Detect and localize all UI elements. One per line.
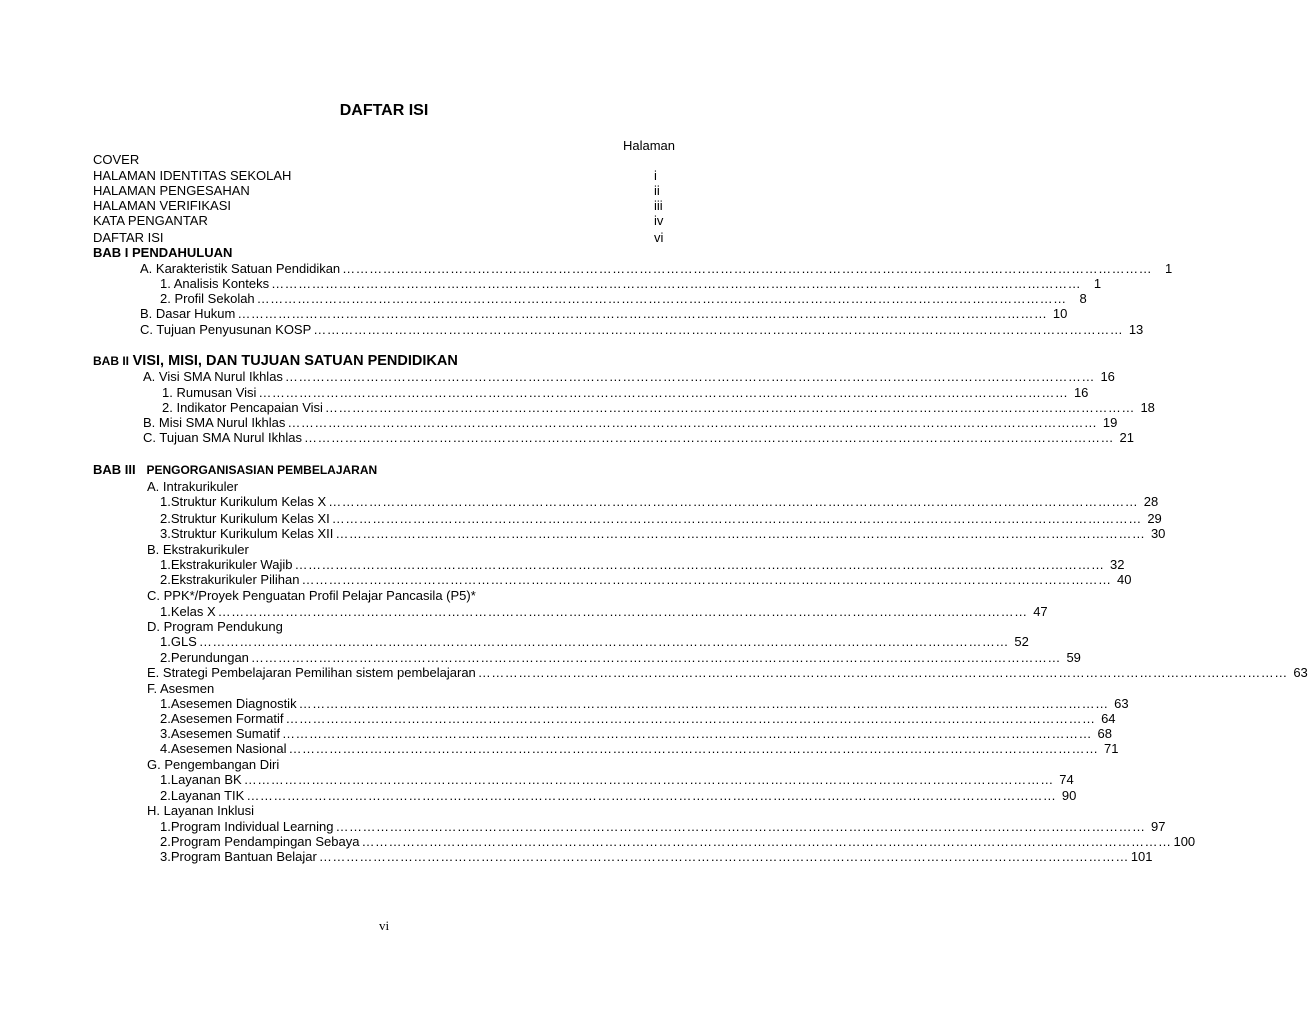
page-title: DAFTAR ISI [339, 102, 429, 119]
toc-entry[interactable]: 1.Layanan BK ……………………………………………………………………………………………………………………………………………………………… 74 [160, 772, 662, 788]
toc-entry[interactable]: 3.Program Bantuan Belajar ……………………………………………………………………………………………………………………………………………………………… 101 [160, 849, 675, 865]
leader-dots [287, 415, 1097, 431]
leader-dots [286, 711, 1096, 727]
toc-entry[interactable]: 3.Asesemen Sumatif ……………………………………………………………………………………………………………………………………………………………… 68 [160, 726, 667, 742]
leader-dots [313, 322, 1123, 338]
toc-section[interactable]: D. Program Pendukung [147, 619, 283, 634]
toc-entry[interactable]: A. Karakteristik Satuan Pendidikan ……………………………………………………………………………………………………………………………………………………………… 1 [140, 261, 662, 277]
toc-section[interactable]: H. Layanan Inklusi [147, 803, 254, 818]
leader-dots [335, 526, 1145, 542]
toc-entry[interactable]: 2. Profil Sekolah ……………………………………………………………………………………………………………………………………………………………… 8 [160, 291, 662, 307]
toc-entry[interactable]: 1.Asesemen Diagnostik ……………………………………………………………………………………………………………………………………………………………… 63 [160, 696, 667, 712]
leader-dots [342, 261, 1152, 277]
leader-dots [325, 400, 1135, 416]
toc-section[interactable]: C. PPK*/Proyek Penguatan Profil Pelajar Pancasila (P5)* [147, 588, 476, 603]
toc-entry[interactable]: 1.Ekstrakurikuler Wajib ……………………………………………………………………………………………………………………………………………………………… 32 [160, 557, 667, 573]
toc-entry[interactable]: 2. Indikator Pencapaian Visi ……………………………………………………………………………………………………………………………………………………………… 18 [162, 400, 667, 416]
leader-dots [285, 369, 1095, 385]
toc-entry[interactable]: 1. Rumusan Visi ……………………………………………………………………………………………………………………………………………………………… 16 [162, 385, 667, 401]
toc-entry[interactable]: B. Dasar Hukum ……………………………………………………………………………………………………………………………………………………………… 10 [140, 306, 667, 322]
leader-dots [258, 385, 1068, 401]
toc-section[interactable]: B. Ekstrakurikuler [147, 542, 249, 557]
leader-dots [244, 772, 1054, 788]
toc-entry-identitas[interactable]: HALAMAN IDENTITAS SEKOLAH i [93, 168, 657, 183]
toc-entry[interactable]: 1.GLS ……………………………………………………………………………………………………………………………………………………………… 52 [160, 634, 667, 650]
leader-dots [328, 494, 1138, 510]
leader-dots [304, 430, 1114, 446]
toc-entry[interactable]: 2.Ekstrakurikuler Pilihan ……………………………………………………………………………………………………………………………………………………………… 40 [160, 572, 667, 588]
leader-dots [301, 572, 1111, 588]
toc-entry-daftar-isi[interactable]: DAFTAR ISI vi [93, 230, 664, 245]
toc-entry[interactable]: B. Misi SMA Nurul Ikhlas ……………………………………………………………………………………………………………………………………………………………… 19 [143, 415, 667, 431]
leader-dots [257, 291, 1067, 307]
toc-section[interactable]: F. Asesmen [147, 681, 215, 696]
toc-entry[interactable]: 2.Struktur Kurikulum Kelas XI ……………………………………………………………………………………………………………………………………………………………… 29 [160, 511, 665, 527]
leader-dots [271, 276, 1081, 292]
bab-2-heading: BAB II VISI, MISI, DAN TUJUAN SATUAN PENDIDIKAN [93, 353, 458, 369]
toc-entry-kata-pengantar[interactable]: KATA PENGANTAR iv [93, 213, 664, 228]
leader-dots [299, 696, 1109, 712]
toc-entry[interactable]: 3.Struktur Kurikulum Kelas XII ……………………………………………………………………………………………………………………………………………………………… 30 [160, 526, 667, 542]
toc-entry[interactable]: 1.Struktur Kurikulum Kelas X ……………………………………………………………………………………………………………………………………………………………… 28 [160, 494, 667, 510]
toc-entry-pengesahan[interactable]: HALAMAN PENGESAHAN ii [93, 183, 660, 198]
leader-dots [199, 634, 1009, 650]
leader-dots [335, 819, 1145, 835]
leader-dots [237, 306, 1047, 322]
toc-entry[interactable]: C. Tujuan SMA Nurul Ikhlas ……………………………………………………………………………………………………………………………………………………………… 21 [143, 430, 667, 446]
bab-3-heading: BAB III PENGORGANISASIAN PEMBELAJARAN [93, 462, 378, 477]
toc-entry[interactable]: E. Strategi Pembelajaran Pemilihan sistem pembelajaran ……………………………………………………………………………………………………………………………………………………………… 63 [147, 665, 667, 681]
toc-section[interactable]: A. Intrakurikuler [147, 479, 239, 494]
toc-entry[interactable]: 4.Asesemen Nasional ……………………………………………………………………………………………………………………………………………………………… 71 [160, 741, 667, 757]
leader-dots [246, 788, 1056, 804]
leader-dots [251, 650, 1061, 666]
toc-entry[interactable]: A. Visi SMA Nurul Ikhlas ……………………………………………………………………………………………………………………………………………………………… 16 [143, 369, 667, 385]
toc-entry[interactable]: 2.Asesemen Formatif ……………………………………………………………………………………………………………………………………………………………… 64 [160, 711, 667, 727]
leader-dots [288, 741, 1098, 757]
leader-dots [294, 557, 1104, 573]
toc-entry[interactable]: 1. Analisis Konteks ……………………………………………………………………………………………………………………………………………………………… 1 [160, 276, 662, 292]
toc-entry[interactable]: 2.Program Pendampingan Sebaya ……………………………………………………………………………………………………………………………………………………………… 100 [160, 834, 675, 850]
leader-dots [361, 834, 1171, 850]
toc-entry[interactable]: 2.Perundungan ……………………………………………………………………………………………………………………………………………………………… 59 [160, 650, 667, 666]
leader-dots [478, 665, 1288, 681]
toc-section[interactable]: G. Pengembangan Diri [147, 757, 280, 772]
toc-entry-cover[interactable]: COVER [93, 152, 140, 167]
toc-entry[interactable]: 1.Kelas X ……………………………………………………………………………………………………………………………………………………………… 47 [160, 604, 667, 620]
leader-dots [218, 604, 1028, 620]
toc-entry[interactable]: 2.Layanan TIK ……………………………………………………………………………………………………………………………………………………………… 90 [160, 788, 660, 804]
toc-entry[interactable]: 1.Program Individual Learning ……………………………………………………………………………………………………………………………………………………………… 97 [160, 819, 667, 835]
page-number-footer: vi [378, 918, 390, 933]
leader-dots [319, 849, 1129, 865]
bab-1-heading: BAB I PENDAHULUAN [93, 245, 233, 260]
toc-entry-verifikasi[interactable]: HALAMAN VERIFIKASI iii [93, 198, 663, 213]
leader-dots [282, 726, 1092, 742]
leader-dots [332, 511, 1142, 527]
toc-entry[interactable]: C. Tujuan Penyusunan KOSP ……………………………………………………………………………………………………………………………………………………………… 13 [140, 322, 667, 338]
halaman-column-label: Halaman [622, 138, 675, 153]
